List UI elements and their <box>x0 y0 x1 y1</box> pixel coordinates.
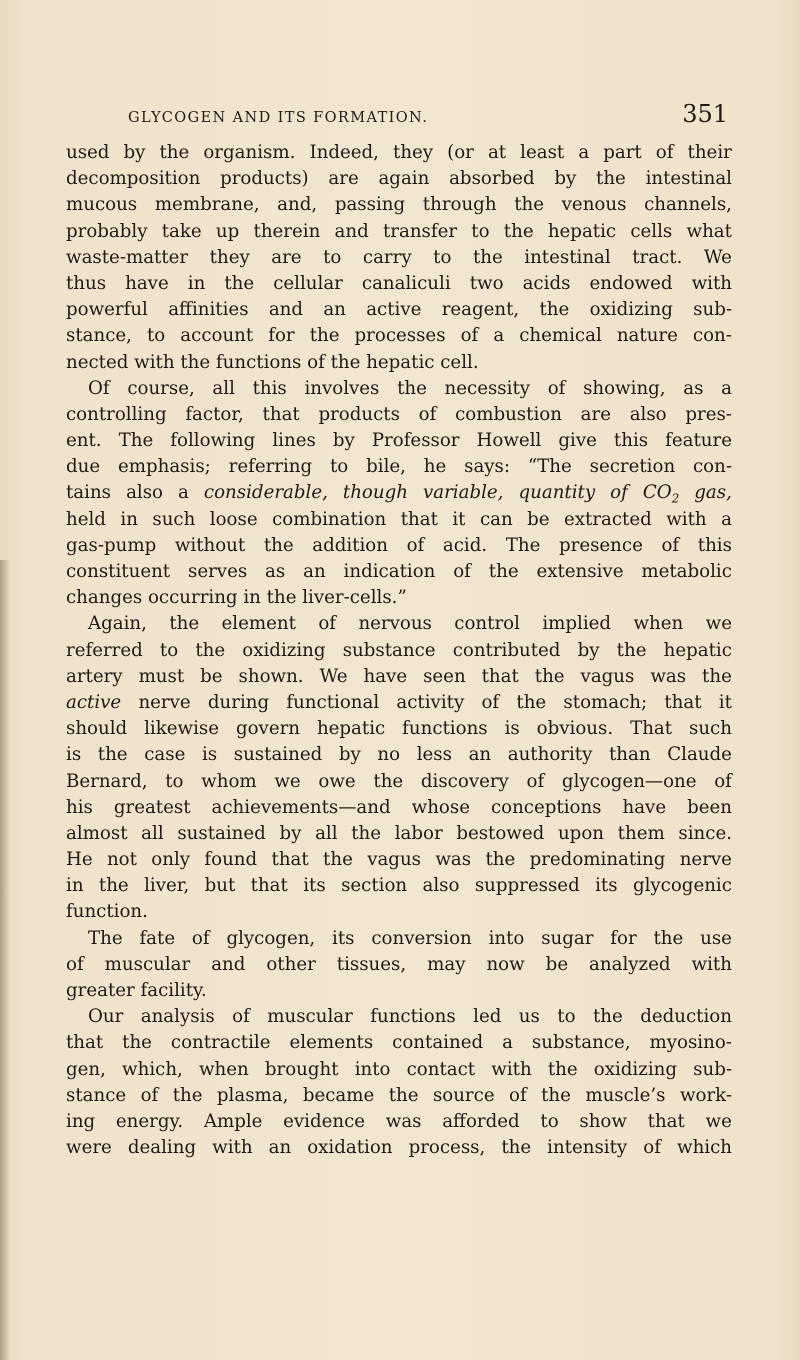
text-line: used by the organism. Indeed, they (or at least a part of their <box>66 142 732 163</box>
text-line: The fate of glycogen, its conversion into sugar for the use <box>88 927 732 949</box>
running-head <box>128 100 728 136</box>
text-line: in the liver, but that its section also suppressed its glycogenic <box>66 875 732 897</box>
running-title: GLYCOGEN AND ITS FORMATION. <box>128 110 429 126</box>
text-line: Bernard, to whom we owe the discovery of glycogen—one of <box>66 770 732 792</box>
text-line: stance, to account for the processes of a chemical nature con- <box>66 325 732 347</box>
text-line: constituent serves as an indication of the extensive metabolic <box>66 561 732 582</box>
text-line: is the case is sustained by no less an authority than Claude <box>66 744 732 766</box>
text-line: almost all sustained by all the labor bestowed upon them since. <box>66 822 732 844</box>
text-line: decomposition products) are again absorbed by the intestinal <box>66 168 732 190</box>
text-line: Again, the element of nervous control implied when we <box>88 613 732 635</box>
text-line: waste-matter they are to carry to the intestinal tract. We <box>66 246 732 268</box>
text-line: greater facility. <box>66 980 207 1001</box>
text-line: artery must be shown. We have seen that the vagus was the <box>66 665 732 687</box>
page-edge-shadow <box>0 560 10 1360</box>
text-line: controlling factor, that products of combustion are also pres- <box>66 403 732 425</box>
text-line: powerful affinities and an active reagent, the oxidizing sub- <box>66 299 732 321</box>
text-line: changes occurring in the liver-cells.” <box>66 587 407 609</box>
text-line: referred to the oxidizing substance contributed by the hepatic <box>66 639 732 661</box>
text-line: his greatest achievements—and whose conceptions have been <box>66 796 732 818</box>
text-line: held in such loose combination that it can be extracted with a <box>66 508 732 530</box>
text-line: should likewise govern hepatic functions is obvious. That such <box>66 718 732 740</box>
text-line: ing energy. Ample evidence was afforded to show that we <box>66 1110 732 1132</box>
text-line: function. <box>66 901 148 923</box>
text-line: probably take up therein and transfer to the hepatic cells what <box>66 220 732 242</box>
page-number: 351 <box>682 100 728 128</box>
text-line: mucous membrane, and, passing through the venous channels, <box>66 194 732 216</box>
body-text <box>66 140 732 1161</box>
text-line: thus have in the cellular canaliculi two acids endowed with <box>66 272 732 294</box>
text-line: gas-pump without the addition of acid. The presence of this <box>66 534 732 556</box>
text-line: that the contractile elements contained a substance, myosino- <box>66 1032 732 1054</box>
text-line: nected with the functions of the hepatic cell. <box>66 351 479 373</box>
text-line: were dealing with an oxidation process, the intensity of which <box>66 1137 732 1159</box>
text-line: He not only found that the vagus was the predominating nerve <box>66 849 732 871</box>
text-line: Our analysis of muscular functions led us to the deduction <box>88 1006 732 1028</box>
text-line: tains also a considerable, though variable, quantity of $CO_2$ gas, <box>66 482 732 507</box>
text-line: stance of the plasma, became the source of the muscle’s work- <box>66 1084 732 1106</box>
text-line: ent. The following lines by Professor Howell give this feature <box>66 430 732 452</box>
text-line: of muscular and other tissues, may now be analyzed with <box>66 953 732 975</box>
text-line: gen, which, when brought into contact with the oxidizing sub- <box>66 1058 732 1080</box>
text-line: active nerve during functional activity of the stomach; that it <box>66 691 732 713</box>
text-line: Of course, all this involves the necessity of showing, as a <box>88 377 732 399</box>
text-line: due emphasis; referring to bile, he says: “The secretion con- <box>66 456 732 478</box>
